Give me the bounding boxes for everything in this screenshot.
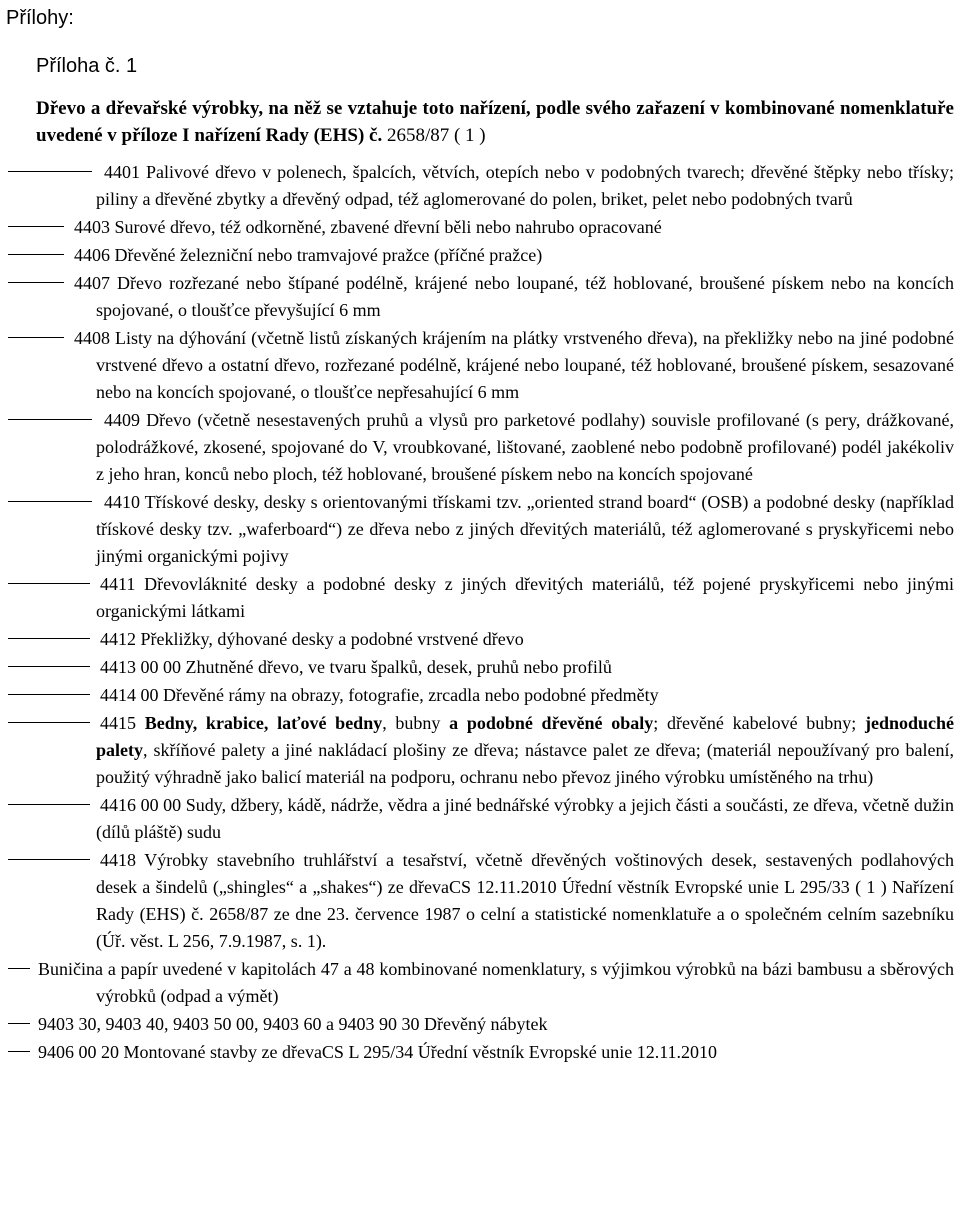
- list-item: [8, 1011, 954, 1038]
- list-item-text: 9403 30, 9403 40, 9403 50 00, 9403 60 a 9403 90 30 Dřevěný nábytek: [38, 1014, 548, 1034]
- list-item: [8, 571, 954, 625]
- title-bold: Dřevo a dřevařské výrobky, na něž se vztahuje toto nařízení, podle svého zařazení v kombinované nomenklatuře uvedené v příloze I nařízení Rady (EHS) č.: [36, 98, 954, 146]
- list-item-text: 4418 Výrobky stavebního truhlářství a tesařství, včetně dřevěných voštinových desek, sestavených podlahových desek a šindelů („shingles“ a „shakes“) ze dřevaCS 12.11.2010 Úřední věstník Evropské unie L 295/33 ( 1 ) Nařízení Rady (EHS) č. 2658/87 ze dne 23. července 1987 o celní a statistické nomenklatuře a o společném celním sazebníku (Úř. věst. L 256, 7.9.1987, s. 1).: [96, 850, 954, 951]
- list-item-text: 4416 00 00 Sudy, džbery, kádě, nádrže, vědra a jiné bednářské výrobky a jejich části a součásti, ze dřeva, včetně dužin (dílů pláště) sudu: [96, 795, 954, 842]
- list-item-bold: Bedny, krabice, laťové bedny: [144, 713, 383, 733]
- dash-marker: [8, 337, 64, 338]
- attachment-number: Příloha č. 1: [36, 55, 138, 77]
- list-item: [8, 956, 954, 1010]
- list-item-text: , skříňové palety a jiné nakládací plošiny ze dřeva; nástavce palet ze dřeva; (materiál nepoužívaný pro balení, použitý výhradně jako balicí materiál na podporu, ochranu nebo převoz jiného výrobku umístěného na trhu): [96, 740, 954, 787]
- list-item-text: ; dřevěné kabelové bubny;: [653, 713, 865, 733]
- dash-marker: [8, 968, 30, 969]
- list-item-text: 4415: [100, 713, 145, 733]
- list-item-text: 4403 Surové dřevo, též odkorněné, zbavené dřevní běli nebo nahrubo opracované: [74, 217, 662, 237]
- list-item-bold: a podobné dřevěné obaly: [449, 713, 654, 733]
- list-item: [8, 626, 954, 653]
- list-item-text: Buničina a papír uvedené v kapitolách 47 a 48 kombinované nomenklatury, s výjimkou výrobků na bázi bambusu a sběrových výrobků (odpad a výmět): [38, 959, 954, 1006]
- dash-marker: [8, 694, 90, 695]
- list-item-text: , bubny: [382, 713, 450, 733]
- list-item-text: 4412 Překližky, dýhované desky a podobné vrstvené dřevo: [100, 629, 524, 649]
- dash-marker: [8, 722, 90, 723]
- list-item: [8, 847, 954, 955]
- list-item: [8, 1039, 954, 1066]
- list-item-text: 4401 Palivové dřevo v polenech, špalcích, větvích, otepích nebo v podobných tvarech; dřevěné štěpky nebo třísky; piliny a dřevěné zbytky a dřevěný odpad, též aglomerované do polen, briket, pelet nebo podobných tvarů: [96, 162, 954, 209]
- dash-marker: [8, 501, 92, 502]
- list-item: [8, 159, 954, 213]
- dash-marker: [8, 282, 64, 283]
- list-item-text: 4406 Dřevěné železniční nebo tramvajové pražce (příčné pražce): [74, 245, 543, 265]
- dash-marker: [8, 666, 90, 667]
- list-item: [8, 270, 954, 324]
- dash-marker: [8, 1051, 30, 1052]
- dash-marker: [8, 638, 90, 639]
- dash-marker: [8, 859, 90, 860]
- list-item: [8, 325, 954, 406]
- list-item: [8, 682, 954, 709]
- dash-marker: [8, 171, 92, 172]
- list-item: [8, 489, 954, 570]
- dash-marker: [8, 804, 90, 805]
- document-title: [36, 95, 954, 149]
- list-item-text: 4414 00 Dřevěné rámy na obrazy, fotografie, zrcadla nebo podobné předměty: [100, 685, 659, 705]
- list-item: [8, 214, 954, 241]
- list-item: [8, 710, 954, 791]
- attachments-heading: Přílohy:: [6, 7, 74, 29]
- title-normal: 2658/87 ( 1 ): [382, 125, 486, 146]
- dash-marker: [8, 419, 92, 420]
- list-item-text: 4409 Dřevo (včetně nesestavených pruhů a vlysů pro parketové podlahy) souvisle profilované (s pery, drážkované, polodrážkové, zkosené, spojované do V, vroubkované, lištované, zaoblené nebo podobně profilované) podél jakékoliv z jeho hran, konců nebo ploch, též hoblované, broušené pískem nebo na koncích spojované: [96, 410, 954, 484]
- product-list: [6, 159, 954, 1066]
- list-item-text: 4413 00 00 Zhutněné dřevo, ve tvaru špalků, desek, pruhů nebo profilů: [100, 657, 612, 677]
- list-item-text: 9406 00 20 Montované stavby ze dřevaCS L 295/34 Úřední věstník Evropské unie 12.11.2010: [38, 1042, 718, 1062]
- list-item-bold: jednoduché palety: [96, 713, 955, 760]
- list-item-text: 4408 Listy na dýhování (včetně listů získaných krájením na plátky vrstveného dřeva), na překližky nebo na jiné podobné vrstvené dřevo a ostatní dřevo, rozřezané podélně, krájené nebo loupané, též hoblované, broušené pískem, sesazované nebo na koncích spojované, o tloušťce nepřesahující 6 mm: [74, 328, 954, 402]
- list-item: [8, 407, 954, 488]
- dash-marker: [8, 254, 64, 255]
- list-item: [8, 654, 954, 681]
- list-item-text: 4411 Dřevovláknité desky a podobné desky z jiných dřevitých materiálů, též pojené pryskyřicemi nebo jinými organickými látkami: [96, 574, 954, 621]
- list-item-text: 4407 Dřevo rozřezané nebo štípané podélně, krájené nebo loupané, též hoblované, broušené pískem nebo na koncích spojované, o tloušťce převyšující 6 mm: [74, 273, 954, 320]
- dash-marker: [8, 1023, 30, 1024]
- list-item: [8, 242, 954, 269]
- list-item: [8, 792, 954, 846]
- dash-marker: [8, 583, 90, 584]
- list-item-text: 4410 Třískové desky, desky s orientovanými třískami tzv. „oriented strand board“ (OSB) a podobné desky (například třískové desky tzv. „waferboard“) ze dřeva nebo z jiných dřevitých materiálů, též aglomerované s pryskyřicemi nebo jinými organickými pojivy: [96, 492, 954, 566]
- dash-marker: [8, 226, 64, 227]
